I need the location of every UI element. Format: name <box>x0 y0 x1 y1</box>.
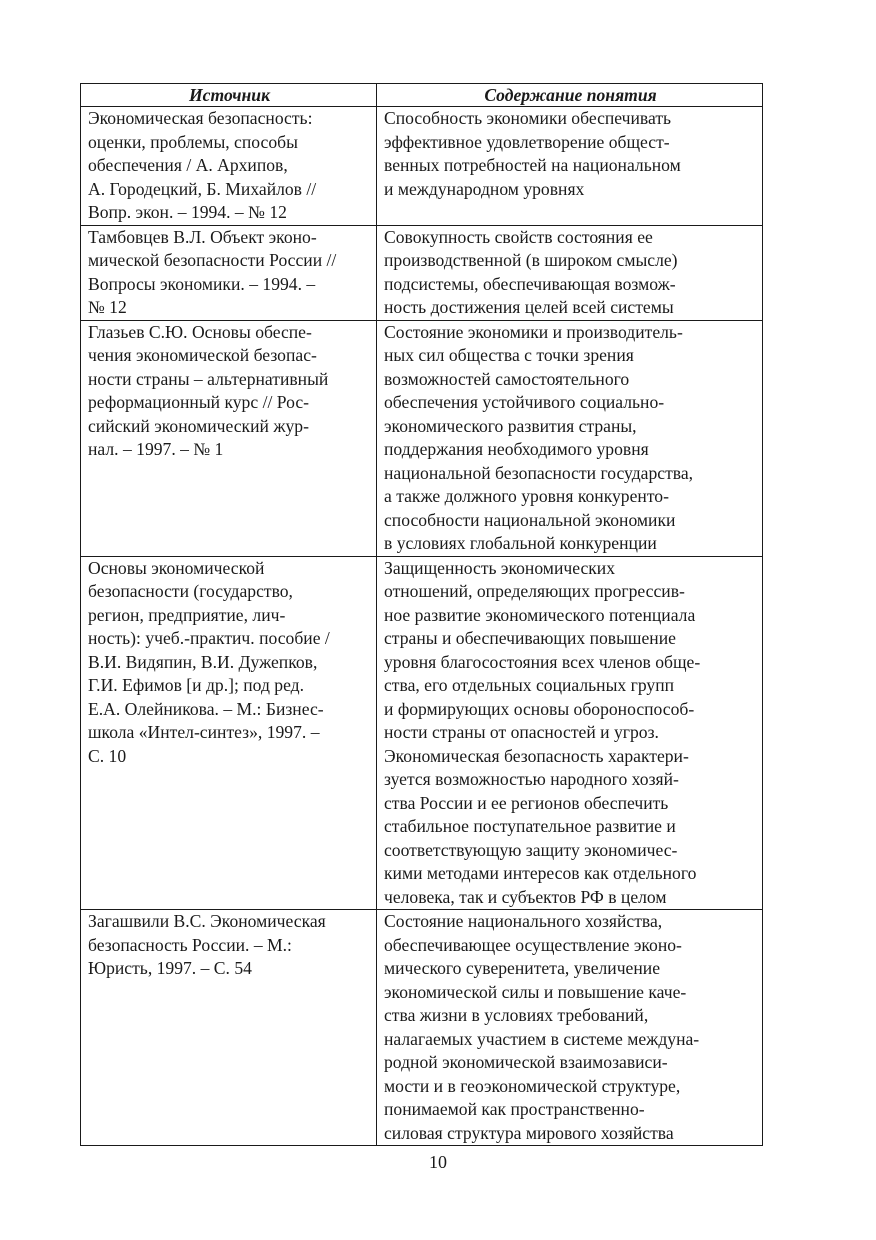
definition-line: экономической силы и повышение каче- <box>384 981 687 1002</box>
definition-line: национальной безопасности государства, <box>384 462 694 483</box>
definition-line: возможностей самостоятельного <box>384 368 630 389</box>
definition-line: и формирующих основы обороноспособ- <box>384 698 695 719</box>
definition-cell <box>377 556 763 910</box>
source-line: ность): учеб.-практич. пособие / <box>88 628 330 648</box>
source-line: реформационный курс // Рос- <box>88 392 309 412</box>
source-line: школа «Интел-синтез», 1997. – <box>88 722 320 742</box>
definition-line: Состояние национального хозяйства, <box>384 911 663 931</box>
source-line: № 12 <box>88 297 127 317</box>
source-line: Вопр. экон. – 1994. – № 12 <box>88 202 287 222</box>
definition-line: поддержания необходимого уровня <box>384 439 649 459</box>
definition-line: родной экономической взаимозависи- <box>384 1052 668 1072</box>
definition-line: понимаемой как пространственно- <box>384 1099 645 1119</box>
definition-line: отношений, определяющих прогрессив- <box>384 581 685 601</box>
source-cell <box>81 225 377 320</box>
source-line: Е.А. Олейникова. – М.: Бизнес- <box>88 698 324 719</box>
definition-line: эффективное удовлетворение общест- <box>384 131 670 152</box>
definition-line: Способность экономики обеспечивать <box>384 108 672 128</box>
definition-line: Защищенность экономических <box>384 557 616 578</box>
table-row <box>81 225 763 320</box>
source-line: С. 10 <box>88 745 127 766</box>
definition-line: и международном уровнях <box>384 178 585 199</box>
source-line: чения экономической безопас- <box>88 345 317 365</box>
definition-line: ное развитие экономического потенциала <box>384 604 696 625</box>
source-line: Юристь, 1997. – С. 54 <box>88 958 252 978</box>
source-line: Экономическая безопасность: <box>88 108 313 128</box>
definition-line: страны и обеспечивающих повышение <box>384 628 676 648</box>
definition-line: налагаемых участием в системе междуна- <box>384 1028 700 1049</box>
definition-line: экономического развития страны, <box>384 415 637 436</box>
definition-line: обеспечения устойчивого социально- <box>384 392 665 412</box>
definition-line: мического суверенитета, увеличение <box>384 958 661 978</box>
source-cell <box>81 910 377 1146</box>
source-line: Тамбовцев В.Л. Объект эконо- <box>88 226 317 247</box>
source-line: безопасность России. – М.: <box>88 934 292 955</box>
table-row <box>81 910 763 1146</box>
source-line: Основы экономической <box>88 557 265 578</box>
definition-line: подсистемы, обеспечивающая возмож- <box>384 273 676 294</box>
definition-line: обеспечивающее осуществление эконо- <box>384 934 682 955</box>
definition-cell <box>377 910 763 1146</box>
definition-line: ства России и ее регионов обеспечить <box>384 792 669 813</box>
definition-line: ных сил общества с точки зрения <box>384 345 634 365</box>
definition-line: ства жизни в условиях требований, <box>384 1005 649 1025</box>
source-line: В.И. Видяпин, В.И. Дужепков, <box>88 651 318 672</box>
definition-line: венных потребностей на национальном <box>384 155 681 175</box>
column-header-definition: Содержание понятия <box>377 84 763 107</box>
definition-line: соответствующую защиту экономичес- <box>384 839 678 860</box>
definition-line: производственной (в широком смысле) <box>384 250 678 270</box>
definition-cell <box>377 320 763 556</box>
source-line: безопасности (государство, <box>88 581 293 601</box>
definition-line: кими методами интересов как отдельного <box>384 863 697 883</box>
definition-line: уровня благосостояния всех членов обще- <box>384 651 701 672</box>
source-line: ности страны – альтернативный <box>88 368 329 389</box>
source-line: Загашвили В.С. Экономическая <box>88 911 326 931</box>
definitions-table <box>80 83 763 1146</box>
table-header-row <box>81 84 763 107</box>
definition-cell <box>377 107 763 226</box>
definition-line: Совокупность свойств состояния ее <box>384 226 653 247</box>
definition-line: Состояние экономики и производитель- <box>384 321 683 342</box>
source-line: оценки, проблемы, способы <box>88 131 298 152</box>
definition-line: способности национальной экономики <box>384 509 676 530</box>
source-line: сийский экономический жур- <box>88 415 309 436</box>
definition-line: а также должного уровня конкуренто- <box>384 486 669 506</box>
source-line: Глазьев С.Ю. Основы обеспе- <box>88 321 312 342</box>
definition-line: ства, его отдельных социальных групп <box>384 675 675 695</box>
page-number: 10 <box>429 1152 447 1172</box>
definition-line: Экономическая безопасность характери- <box>384 745 689 766</box>
table-row <box>81 320 763 556</box>
definition-line: ность достижения целей всей системы <box>384 297 674 317</box>
definition-line: человека, так и субъектов РФ в целом <box>384 886 667 907</box>
source-cell <box>81 320 377 556</box>
definition-line: мости и в геоэкономической структуре, <box>384 1075 681 1096</box>
source-cell <box>81 556 377 910</box>
source-line: мической безопасности России // <box>88 250 337 270</box>
source-line: нал. – 1997. – № 1 <box>88 439 224 459</box>
table-row <box>81 107 763 226</box>
definition-line: стабильное поступательное развитие и <box>384 816 676 836</box>
definition-line: зуется возможностью народного хозяй- <box>384 769 679 789</box>
source-line: регион, предприятие, лич- <box>88 604 286 625</box>
definition-line: ности страны от опасностей и угроз. <box>384 722 659 742</box>
definition-line: в условиях глобальной конкуренции <box>384 533 657 553</box>
table-row <box>81 556 763 910</box>
definition-cell <box>377 225 763 320</box>
definition-line: силовая структура мирового хозяйства <box>384 1122 674 1143</box>
column-header-source: Источник <box>81 84 377 107</box>
source-line: Вопросы экономики. – 1994. – <box>88 273 316 294</box>
source-line: А. Городецкий, Б. Михайлов // <box>88 178 317 199</box>
source-line: обеспечения / А. Архипов, <box>88 155 288 175</box>
source-line: Г.И. Ефимов [и др.]; под ред. <box>88 675 305 695</box>
source-cell <box>81 107 377 226</box>
